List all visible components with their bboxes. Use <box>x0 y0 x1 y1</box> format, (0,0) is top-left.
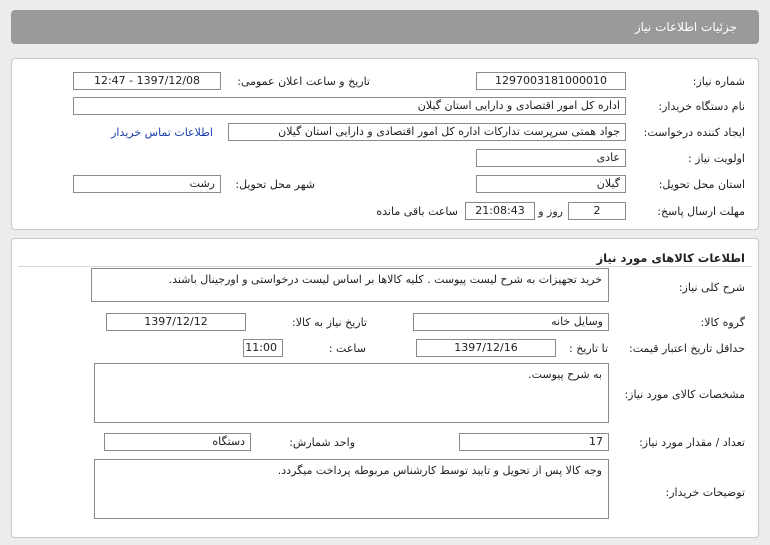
to-date-label: تا تاریخ : <box>569 342 608 355</box>
province-field: گیلان <box>476 175 626 193</box>
priority-field: عادی <box>476 149 626 167</box>
deadline-time-field: 21:08:43 <box>465 202 535 220</box>
qty-label: تعداد / مقدار مورد نیاز: <box>639 436 745 449</box>
city-label: شهر محل تحویل: <box>235 178 315 191</box>
deadline-days-field: 2 <box>568 202 626 220</box>
page-header <box>11 10 759 44</box>
need-date-field: 1397/12/12 <box>106 313 246 331</box>
specs-label: مشخصات کالای مورد نیاز: <box>624 388 745 401</box>
announce-label: تاریخ و ساعت اعلان عمومی: <box>237 75 370 88</box>
announce-datetime-field: 1397/12/08 - 12:47 <box>73 72 221 90</box>
notes-field: وجه کالا پس از تحویل و تایید توسط کارشناس مربوطه پرداخت میگردد. <box>94 459 609 519</box>
group-label: گروه کالا: <box>700 316 745 329</box>
buyer-contact-link[interactable]: اطلاعات تماس خریدار <box>111 126 213 139</box>
province-label: استان محل تحویل: <box>658 178 745 191</box>
need-date-label: تاریخ نیاز به کالا: <box>292 316 367 329</box>
city-field: رشت <box>73 175 221 193</box>
requester-label: ایجاد کننده درخواست: <box>643 126 745 139</box>
need-number-label: شماره نیاز: <box>692 75 745 88</box>
qty-field: 17 <box>459 433 609 451</box>
hour-label: ساعت : <box>328 342 366 355</box>
buyer-org-label: نام دستگاه خریدار: <box>658 100 745 113</box>
page-title: جزئیات اطلاعات نیاز <box>634 20 737 34</box>
days-label: روز و <box>538 205 563 218</box>
priority-label: اولویت نیاز : <box>687 152 745 165</box>
group-field: وسایل خانه <box>413 313 609 331</box>
validity-date-field: 1397/12/16 <box>416 339 556 357</box>
summary-field: خرید تجهیزات به شرح لیست پیوست . کلیه کالاها بر اساس لیست درخواستی و اورجینال باشند. <box>91 268 609 302</box>
section-divider <box>18 266 752 267</box>
deadline-label: مهلت ارسال پاسخ: <box>657 205 745 218</box>
unit-field: دستگاه <box>104 433 251 451</box>
specs-field: به شرح پیوست. <box>94 363 609 423</box>
validity-time-field: 11:00 <box>243 339 283 357</box>
summary-label: شرح کلی نیاز: <box>678 281 745 294</box>
unit-label: واحد شمارش: <box>289 436 355 449</box>
requester-field: جواد همتی سرپرست تدارکات اداره کل امور اقتصادی و دارایی استان گیلان <box>228 123 626 141</box>
need-number-field: 1297003181000010 <box>476 72 626 90</box>
buyer-org-field: اداره کل امور اقتصادی و دارایی استان گیلان <box>73 97 626 115</box>
goods-section-title: اطلاعات کالاهای مورد نیاز <box>596 251 745 265</box>
remaining-label: ساعت باقی مانده <box>376 205 458 218</box>
validity-label: حداقل تاریخ اعتبار قیمت: <box>629 342 745 355</box>
notes-label: توضیحات خریدار: <box>665 486 745 499</box>
